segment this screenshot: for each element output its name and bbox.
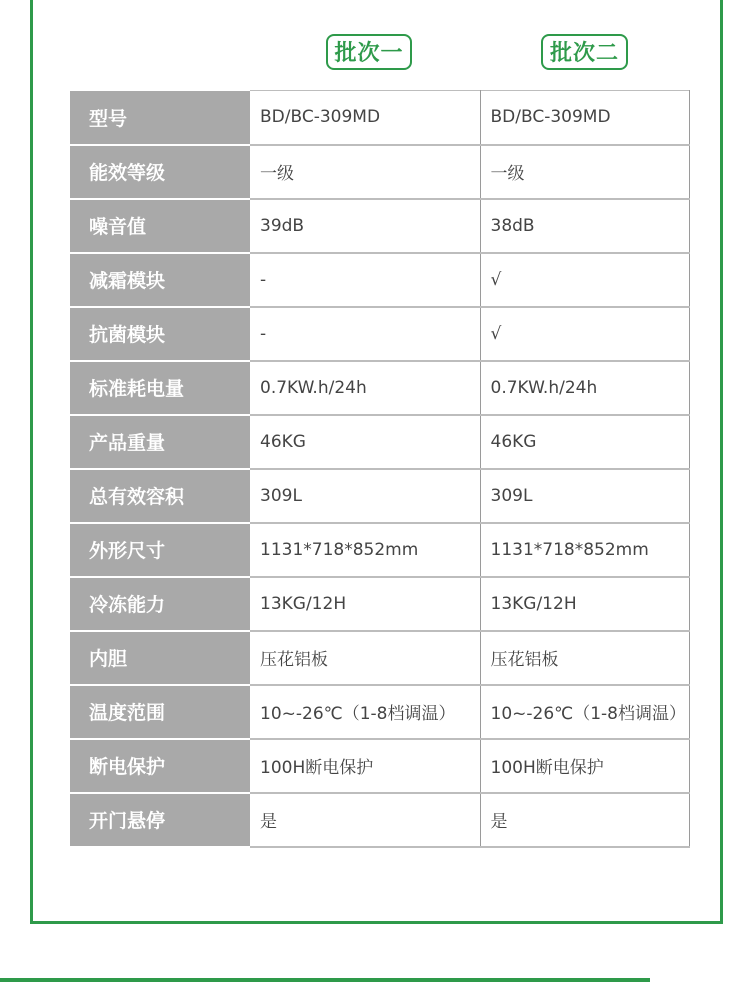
table-row (70, 253, 689, 307)
table-row (70, 415, 689, 469)
batch-1-value: 压花铝板 (250, 631, 480, 685)
bottom-accent-line (0, 978, 650, 982)
batch-1-value: 309L (250, 469, 480, 523)
spec-label: 冷冻能力 (70, 577, 250, 631)
spec-label: 开门悬停 (70, 793, 250, 847)
batch-1-value: 39dB (250, 199, 480, 253)
batch-1-value: 13KG/12H (250, 577, 480, 631)
batch-2-value: 压花铝板 (480, 631, 689, 685)
table-row (70, 469, 689, 523)
batch-1-value: - (250, 307, 480, 361)
table-row (70, 145, 689, 199)
table-row (70, 361, 689, 415)
spec-label: 温度范围 (70, 685, 250, 739)
batch-1-value: 100H断电保护 (250, 739, 480, 793)
batch-2-value: 0.7KW.h/24h (480, 361, 689, 415)
table-row (70, 91, 689, 145)
batch-2-value: √ (480, 307, 689, 361)
table-row (70, 307, 689, 361)
batch-1-value: 一级 (250, 145, 480, 199)
table-row (70, 577, 689, 631)
spec-label: 内胆 (70, 631, 250, 685)
batch-1-badge: 批次一 (326, 34, 412, 70)
table-row (70, 199, 689, 253)
batch-2-value: 10~-26℃（1-8档调温） (480, 685, 689, 739)
batch-2-value: 一级 (480, 145, 689, 199)
spec-label: 外形尺寸 (70, 523, 250, 577)
spec-label: 断电保护 (70, 739, 250, 793)
table-row (70, 523, 689, 577)
spec-label: 产品重量 (70, 415, 250, 469)
batch-1-value: 0.7KW.h/24h (250, 361, 480, 415)
batch-1-value: 1131*718*852mm (250, 523, 480, 577)
spec-comparison-table (70, 90, 690, 848)
batch-2-badge: 批次二 (541, 34, 628, 70)
batch-1-value: 46KG (250, 415, 480, 469)
batch-2-value: 46KG (480, 415, 689, 469)
spec-label: 型号 (70, 91, 250, 145)
batch-2-value: 1131*718*852mm (480, 523, 689, 577)
spec-label: 噪音值 (70, 199, 250, 253)
table-row (70, 793, 689, 847)
batch-2-value: BD/BC-309MD (480, 91, 689, 145)
spec-label: 减霜模块 (70, 253, 250, 307)
spec-label: 抗菌模块 (70, 307, 250, 361)
batch-2-value: 38dB (480, 199, 689, 253)
batch-1-value: 10~-26℃（1-8档调温） (250, 685, 480, 739)
batch-2-value: 309L (480, 469, 689, 523)
spec-label: 标准耗电量 (70, 361, 250, 415)
spec-label: 总有效容积 (70, 469, 250, 523)
batch-2-value: 是 (480, 793, 689, 847)
batch-1-value: - (250, 253, 480, 307)
table-row (70, 739, 689, 793)
table-row (70, 631, 689, 685)
spec-label: 能效等级 (70, 145, 250, 199)
batch-1-value: 是 (250, 793, 480, 847)
table-row (70, 685, 689, 739)
batch-2-value: 13KG/12H (480, 577, 689, 631)
batch-1-value: BD/BC-309MD (250, 91, 480, 145)
batch-2-value: √ (480, 253, 689, 307)
batch-2-value: 100H断电保护 (480, 739, 689, 793)
